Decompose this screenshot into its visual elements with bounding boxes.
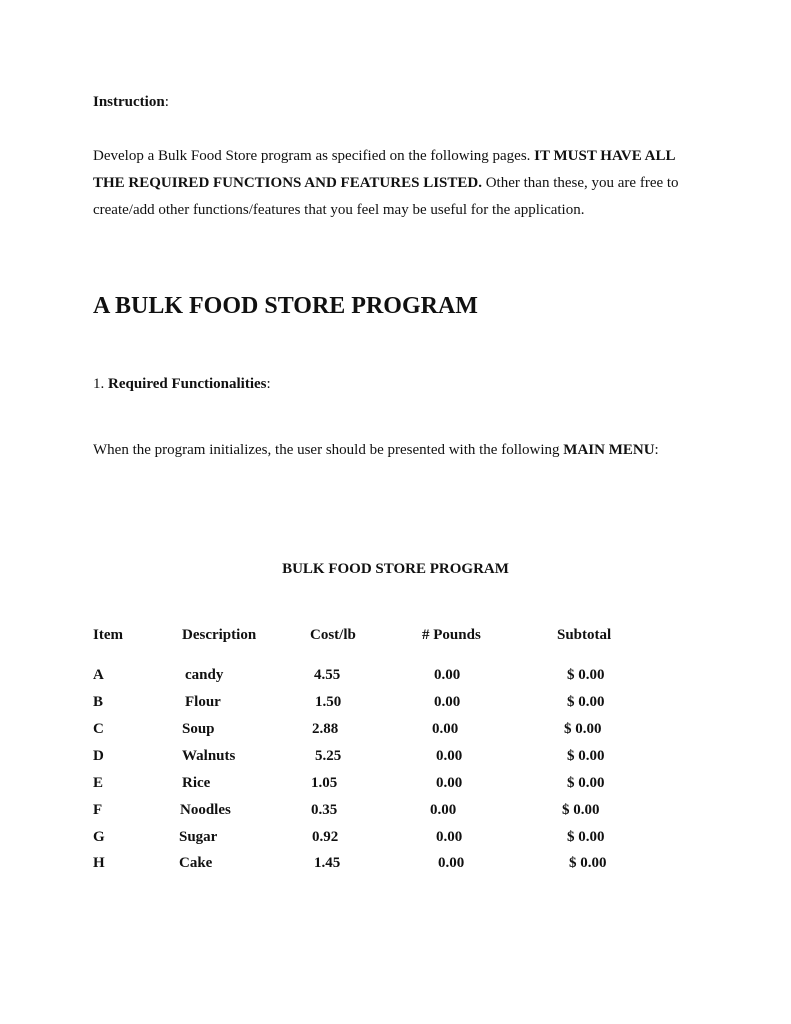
cell-description: Flour: [185, 694, 221, 710]
cell-description: Walnuts: [182, 748, 236, 764]
cell-cost: 1.05: [311, 775, 338, 791]
instruction-label-text: Instruction: [93, 94, 165, 110]
section-heading: [93, 376, 271, 393]
instruction-label: [93, 94, 169, 111]
cell-item: G: [93, 829, 105, 845]
cell-item: H: [93, 855, 105, 871]
cell-item: F: [93, 802, 103, 818]
cell-pounds: 0.00: [430, 802, 457, 818]
cell-cost: 0.35: [311, 802, 338, 818]
cell-subtotal: $ 0.00: [567, 694, 605, 710]
cell-subtotal: $ 0.00: [562, 802, 600, 818]
cell-cost: 2.88: [312, 721, 339, 737]
cell-description: Sugar: [179, 829, 218, 845]
cell-description: Soup: [182, 721, 215, 737]
cell-description: Rice: [182, 775, 211, 791]
paragraph-emphasis: THE REQUIRED FUNCTIONS AND FEATURES LISTED.: [93, 175, 482, 191]
cell-description: Noodles: [180, 802, 231, 818]
paragraph-text: create/add other functions/features that you feel may be useful for the application.: [93, 202, 585, 218]
cell-item: E: [93, 775, 104, 791]
cell-item: C: [93, 721, 104, 737]
menu-intro-text: When the program initializes, the user should be presented with the following: [93, 442, 564, 458]
cell-subtotal: $ 0.00: [567, 667, 605, 683]
paragraph-emphasis: IT MUST HAVE ALL: [534, 148, 676, 164]
instruction-paragraph-line: [93, 175, 679, 192]
cell-pounds: 0.00: [438, 855, 465, 871]
cell-subtotal: $ 0.00: [567, 748, 605, 764]
cell-pounds: 0.00: [436, 829, 463, 845]
cell-pounds: 0.00: [436, 775, 463, 791]
column-header-pounds: # Pounds: [422, 627, 481, 643]
column-header-item: Item: [93, 627, 123, 643]
section-number: 1.: [93, 376, 108, 392]
cell-subtotal: $ 0.00: [564, 721, 602, 737]
cell-item: A: [93, 667, 104, 683]
cell-description: Cake: [179, 855, 213, 871]
cell-cost: 5.25: [315, 748, 342, 764]
column-header-description: Description: [182, 627, 257, 643]
cell-pounds: 0.00: [436, 748, 463, 764]
document-title: A BULK FOOD STORE PROGRAM: [93, 293, 478, 319]
menu-intro: [93, 442, 659, 459]
cell-cost: 1.45: [314, 855, 341, 871]
column-header-subtotal: Subtotal: [557, 627, 612, 643]
section-heading-text: Required Functionalities: [108, 376, 267, 392]
cell-item: D: [93, 748, 104, 764]
cell-subtotal: $ 0.00: [567, 775, 605, 791]
cell-pounds: 0.00: [434, 667, 461, 683]
cell-item: B: [93, 694, 104, 710]
menu-intro-emphasis: MAIN MENU: [563, 442, 655, 458]
cell-cost: 4.55: [314, 667, 341, 683]
menu-title: BULK FOOD STORE PROGRAM: [282, 561, 509, 577]
instruction-label-colon: :: [164, 94, 169, 110]
paragraph-text: Other than these, you are free to: [481, 175, 679, 191]
paragraph-text: Develop a Bulk Food Store program as specified on the following pages.: [93, 148, 535, 164]
cell-cost: 1.50: [315, 694, 342, 710]
section-heading-colon: :: [266, 376, 271, 392]
cell-pounds: 0.00: [434, 694, 461, 710]
cell-pounds: 0.00: [432, 721, 459, 737]
cell-cost: 0.92: [312, 829, 339, 845]
menu-intro-colon: :: [654, 442, 659, 458]
column-header-cost: Cost/lb: [310, 627, 356, 643]
instruction-paragraph-line: [93, 202, 584, 219]
cell-subtotal: $ 0.00: [567, 829, 605, 845]
cell-subtotal: $ 0.00: [569, 855, 607, 871]
cell-description: candy: [185, 667, 224, 683]
instruction-paragraph-line: [93, 148, 675, 165]
